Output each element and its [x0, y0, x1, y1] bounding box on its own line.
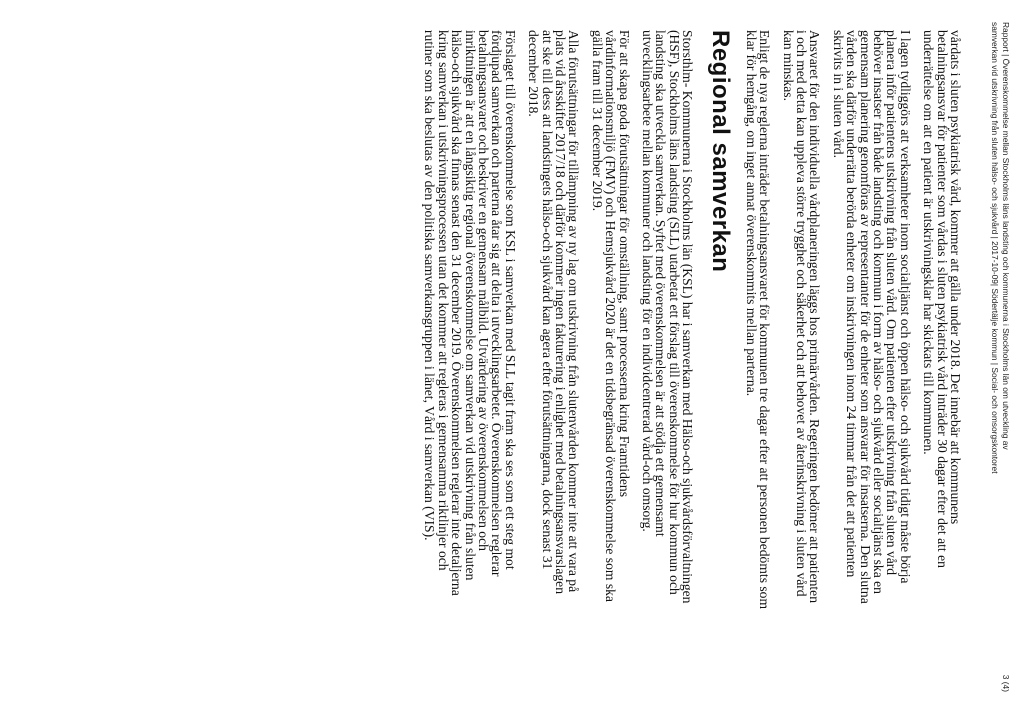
body-paragraph: Alla förutsättningar för tillämpning av ny lag om utskrivning från slutenvården kommer inte att vara på plats vid årsskiftet 2017/18 och därför kommer ingen fakturering i enlighet med betalningsansvarslagen att ske till dess att landstingets hälso-och sjukvård kan agera efter förutsättningarna, dock senast 31 december 2018. [526, 30, 582, 594]
header-line-1: Rapport | Överenskommelse mellan Stockholms läns landsting och kommunerna i Stockholms län om utveckling av [1001, 22, 1011, 450]
page-number: 3 (4) [1001, 674, 1011, 692]
body-paragraph: Förslaget till överenskommelse som KSL i samverkan med SLL tagit fram ska ses som ett steg mot fördjupad samverkan och parterna åtar sig att delta i utvecklingsarbetet. Överenskommelsen reglerar betalningsansvaret och beskriver en gemensam målbild. Utvärdering av överenskommelsen och inriktningen är att en långsiktig regional överenskommelse om samverkan vid utskrivning från sluten hälso-och sjukvård ska finnas senast den 31 december 2019. Överenskommelsen reglerar inte detaljerna kring samverkan i utskrivningsprocessen utan det kommer att regleras i gemensamma riktlinjer och rutiner som ska beslutas av den politiska samverkansgruppen i länet, Vård i samverkan (VIS). [422, 30, 518, 596]
section-heading: Regional samverkan [707, 30, 735, 273]
document-body [413, 30, 962, 610]
header-line-2: samverkan vid utskrivning från sluten hälso- och sjukvård | 2017-10-09| Södertälje kommun | Social- och omsorgskontoret [990, 22, 1001, 474]
body-paragraph: vårdats i sluten psykiatrisk vård, kommer att gälla under 2018. Det innebär att kommunens betalningsansvar för patienter som vårdas i sluten psykiatrisk vård inträder 30 dagar efter det att en underrättelse om att en patient är utskrivningsklar har skickats till kommunen. [921, 30, 963, 568]
body-paragraph: Storsthlm- Kommunerna i Stockholms län (KSL) har i samverkan med Hälso-och sjukvårdsförvaltningen (HSF), Stockholms läns landsting (SLL) utarbetat ett förslag till överenskommelse för hur kommun och landsting ska utveckla samverkan. Syftet med överenskommelsen är att stödja ett gemensamt utvecklingsarbete mellan kommuner och landsting för en individcentrerad vård-och omsorg. [640, 30, 696, 604]
page-header [990, 22, 1011, 692]
body-paragraph: Enligt de nya reglerna inträder betalningsansvaret för kommunen tre dagar efter att personen bedömts som klar för hemgång, om inget annat överenskommits mellan parterna. [743, 30, 773, 610]
body-paragraph: Ansvaret för den individuella vårdplaneringen läggs hos primärvården. Regeringen bedömer att patienten i och med detta kan uppleva större trygghet och säkerhet och att behovet av återinskrivning i sluten vård kan minskas. [780, 30, 823, 604]
body-paragraph: I lagen tydliggörs att verksamheter inom socialtjänst och öppen hälso- och sjukvård tidigt måste börja planera inför patientens utskrivning från sluten vård. Om patienten efter utskrivning från sluten vård behöver insatser från både landsting och kommun i form av hälso- och sjukvård eller socialtjänst ska en gemensam planering genomföras av representanter för de enheter som ansvarar för insatserna. Den slutna vården ska därför underrätta berörda enheter om inskrivningen inom 24 timmar från det att patienten skrivits in i sluten vård. [830, 30, 913, 604]
body-paragraph: För att skapa goda förutsättningar för omställning, samt processerna kring Framtidens vårdinformationsmiljö (FMV) och Hemsjukvård 2020 är det en tidsbegränsad överenskommelse som ska gälla fram till 31 december 2019. [589, 30, 632, 602]
